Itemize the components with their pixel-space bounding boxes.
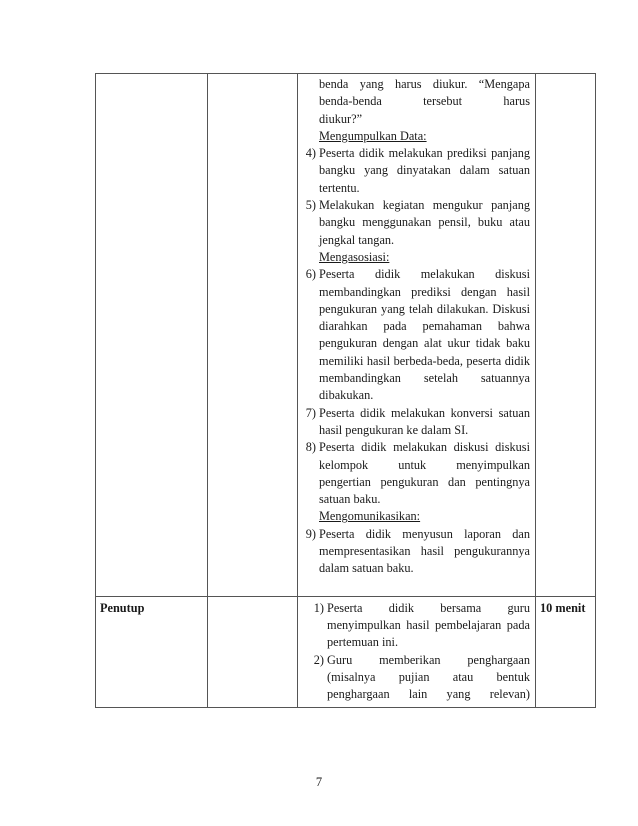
table-row-penutup: [96, 596, 596, 708]
cell-stage-empty: [96, 74, 208, 597]
activity-lead-line: benda-benda tersebut harus: [319, 94, 530, 109]
list-item: [302, 526, 530, 578]
item-text: Guru memberikan penghargaan (misalnya pujian atau bentuk penghargaan lain yang relevan): [327, 652, 530, 702]
item-text: Peserta didik melakukan diskusi membandingkan prediksi dengan hasil pengukuran yang telah dilakukan. Diskusi diarahkan pada pemahaman bahwa pengukuran dengan alat ukur tidak baku memiliki hasil berbeda-beda, peserta didik membandingkan setelah satuannya dibakukan.: [319, 267, 530, 403]
item-number: 7): [305, 405, 316, 420]
list-item: [302, 145, 530, 197]
list-item: [302, 652, 530, 704]
table-row-core-continued: [96, 74, 596, 597]
lesson-plan-table: [95, 73, 596, 708]
cell-closing-activities: [298, 596, 536, 708]
item-text: Peserta didik melakukan diskusi diskusi kelompok untuk menyimpulkan pengertian pengukuran dan pentingnya satuan baku.: [319, 440, 530, 507]
list-item: [302, 600, 530, 652]
cell-activities: [298, 74, 536, 597]
list-item: [302, 439, 530, 508]
section-heading: Mengasosiasi:: [319, 249, 390, 264]
item-text: Peserta didik menyusun laporan dan mempresentasikan hasil pengukurannya dalam satuan baku.: [319, 526, 530, 576]
section-heading: Mengumpulkan Data:: [319, 128, 427, 143]
cell-method-empty: [208, 596, 298, 708]
list-item: [302, 266, 530, 404]
list-item: [302, 405, 530, 440]
cell-duration-empty: [536, 74, 596, 597]
section-heading: Mengomunikasikan:: [319, 509, 421, 524]
activity-lead-line: diukur?”: [319, 111, 363, 126]
list-item: [302, 197, 530, 249]
item-text: Peserta didik bersama guru menyimpulkan hasil pembelajaran pada pertemuan ini.: [327, 600, 530, 650]
item-text: Peserta didik melakukan konversi satuan hasil pengukuran ke dalam SI.: [319, 405, 530, 437]
cell-method-empty: [208, 74, 298, 597]
item-number: 5): [305, 198, 316, 213]
stage-label-penutup: Penutup: [96, 596, 208, 708]
item-text: Peserta didik melakukan prediksi panjang bangku yang dinyatakan dalam satuan tertentu.: [319, 146, 530, 195]
item-number: 9): [305, 526, 316, 541]
item-number: 8): [305, 440, 316, 455]
page-number: 7: [315, 775, 323, 789]
item-number: 4): [305, 146, 316, 161]
item-number: 6): [305, 267, 316, 282]
item-text: Melakukan kegiatan mengukur panjang bangku menggunakan pensil, buku atau jengkal tangan.: [319, 198, 530, 247]
item-number: 1): [313, 600, 324, 615]
item-number: 2): [313, 652, 324, 667]
activity-lead-line: benda yang harus diukur. “Mengapa: [319, 77, 530, 91]
duration-penutup: 10 menit: [536, 596, 596, 708]
